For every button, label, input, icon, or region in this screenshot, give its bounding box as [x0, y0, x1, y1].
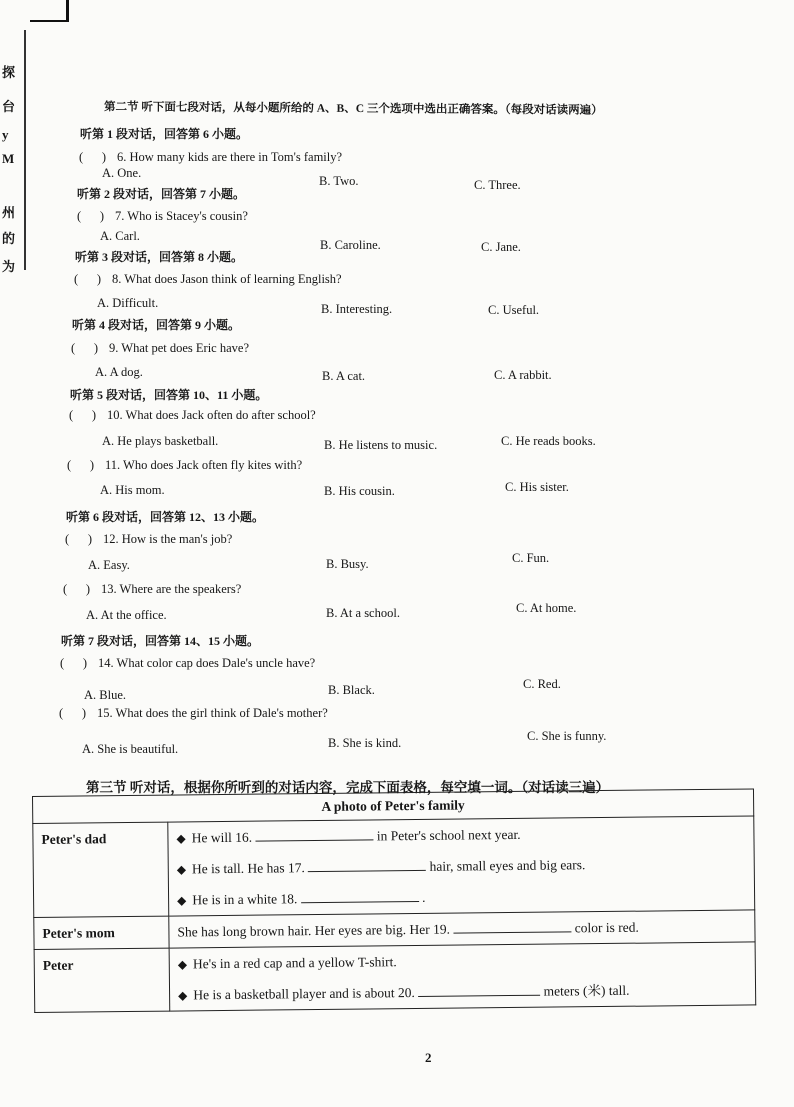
answer-parentheses[interactable]: ( ): [59, 706, 87, 720]
option-c: C. Jane.: [481, 240, 521, 254]
row-label: Peter's dad: [33, 822, 169, 917]
margin-fragment: 的: [2, 231, 16, 246]
fill-in-blank[interactable]: [301, 889, 419, 903]
question-line: [69, 408, 316, 423]
diamond-bullet-icon: ◆: [178, 988, 188, 1003]
option-c: C. A rabbit.: [494, 368, 552, 382]
section-three-header: 第三节 听对话，根据你所听到的对话内容，完成下面表格，每空填一词。（对话读三遍）: [86, 780, 610, 795]
listening-instruction: 听第 5 段对话，回答第 10、11 小题。: [70, 388, 268, 402]
question-text: 8. What does Jason think of learning English?: [112, 272, 342, 286]
option-b: B. His cousin.: [324, 484, 395, 498]
answer-parentheses[interactable]: ( ): [71, 341, 99, 355]
corner-crop-mark: [30, 0, 69, 22]
content-line: [178, 974, 747, 1011]
question-line: [65, 532, 232, 547]
margin-fragment: M: [2, 151, 15, 166]
question-line: [79, 150, 342, 165]
option-a: A. One.: [102, 166, 142, 180]
question-text: 10. What does Jack often do after school?: [107, 408, 316, 422]
option-a: A. Difficult.: [97, 296, 159, 310]
page-number: 2: [425, 1050, 432, 1065]
row-label: Peter: [34, 948, 170, 1012]
listening-instruction: 听第 4 段对话，回答第 9 小题。: [72, 318, 241, 332]
row-label: Peter's mom: [34, 916, 169, 949]
line-text-after: in Peter's school next year.: [376, 826, 521, 844]
question-text: 14. What color cap does Dale's uncle have?: [98, 656, 316, 670]
margin-fragment: 州: [2, 205, 16, 220]
listening-instruction: 听第 6 段对话，回答第 12、13 小题。: [66, 510, 265, 524]
question-text: 7. Who is Stacey's cousin?: [115, 209, 248, 223]
row-content: [169, 942, 756, 1011]
margin-fragment: 探: [2, 65, 16, 80]
row-content: [168, 816, 755, 916]
line-text: He is tall. He has 17.: [191, 860, 305, 877]
answer-parentheses[interactable]: ( ): [74, 272, 102, 286]
option-b: B. A cat.: [322, 369, 366, 383]
listening-instruction: 听第 7 段对话，回答第 14、15 小题。: [61, 634, 260, 648]
option-b: B. Interesting.: [321, 302, 393, 316]
fill-in-blank[interactable]: [418, 983, 540, 997]
line-text: She has long brown hair. Her eyes are big. Her 19.: [177, 921, 451, 940]
option-c: C. He reads books.: [501, 434, 596, 448]
question-text: 15. What does the girl think of Dale's mother?: [97, 706, 328, 720]
margin-fragment: y: [2, 127, 9, 142]
margin-fragment: 台: [2, 99, 16, 114]
section-two-header: 第二节 听下面七段对话，从每小题所给的 A、B、C 三个选项中选出正确答案。（每段对话读两遍）: [103, 101, 603, 117]
answer-parentheses[interactable]: ( ): [67, 458, 95, 472]
question-text: 11. Who does Jack often fly kites with?: [105, 458, 303, 472]
diamond-bullet-icon: ◆: [177, 893, 187, 908]
margin-fragment: 为: [2, 259, 16, 274]
option-b: B. He listens to music.: [324, 438, 438, 452]
table-row: [33, 816, 755, 918]
listening-instruction: 听第 1 段对话，回答第 6 小题。: [80, 127, 249, 141]
fill-in-blank[interactable]: [255, 827, 373, 841]
answer-parentheses[interactable]: ( ): [77, 209, 105, 223]
question-line: [74, 272, 342, 287]
table-title: A photo of Peter's family: [33, 789, 754, 824]
question-line: [77, 209, 248, 224]
option-c: C. At home.: [516, 601, 577, 615]
question-line: [60, 656, 315, 671]
option-b: B. She is kind.: [328, 736, 402, 750]
peter-family-table: [32, 788, 756, 1013]
option-a: A. Easy.: [88, 558, 130, 572]
question-text: 13. Where are the speakers?: [101, 582, 242, 596]
line-text-after: meters (米) tall.: [543, 982, 630, 999]
question-line: [71, 341, 249, 356]
question-line: [63, 582, 241, 597]
listening-instruction: 听第 3 段对话，回答第 8 小题。: [75, 250, 244, 264]
option-b: B. Caroline.: [320, 238, 381, 252]
option-c: C. Useful.: [488, 303, 540, 317]
option-b: B. At a school.: [326, 606, 400, 620]
answer-parentheses[interactable]: ( ): [79, 150, 107, 164]
option-c: C. His sister.: [505, 480, 569, 494]
answer-parentheses[interactable]: ( ): [69, 408, 97, 422]
diamond-bullet-icon: ◆: [177, 957, 188, 972]
option-a: A. His mom.: [100, 483, 165, 497]
line-text: He's in a red cap and a yellow T-shirt.: [192, 954, 397, 972]
line-text: He will 16.: [191, 829, 253, 846]
fill-in-blank[interactable]: [453, 919, 571, 933]
option-c: C. She is funny.: [527, 729, 607, 743]
option-c: C. Three.: [474, 178, 521, 192]
option-c: C. Fun.: [512, 551, 550, 565]
option-a: A. Carl.: [100, 229, 140, 243]
option-b: B. Black.: [328, 683, 375, 697]
question-line: [67, 458, 302, 473]
option-a: A. Blue.: [84, 688, 127, 702]
listening-instruction: 听第 2 段对话，回答第 7 小题。: [77, 187, 246, 201]
option-a: A. He plays basketball.: [102, 434, 219, 448]
line-text: He is in a white 18.: [192, 891, 298, 908]
answer-parentheses[interactable]: ( ): [63, 582, 91, 596]
question-text: 6. How many kids are there in Tom's family?: [117, 150, 343, 164]
option-c: C. Red.: [523, 677, 561, 691]
option-a: A. A dog.: [95, 365, 143, 379]
fill-in-blank[interactable]: [308, 858, 426, 872]
question-text: 12. How is the man's job?: [103, 532, 233, 546]
answer-parentheses[interactable]: ( ): [65, 532, 93, 546]
answer-parentheses[interactable]: ( ): [60, 656, 88, 670]
line-text-after: .: [421, 889, 426, 905]
option-b: B. Busy.: [326, 557, 369, 571]
question-line: [59, 706, 328, 721]
question-text: 9. What pet does Eric have?: [109, 341, 249, 355]
option-a: A. At the office.: [86, 608, 167, 622]
option-a: A. She is beautiful.: [82, 742, 179, 756]
line-text-after: hair, small eyes and big ears.: [429, 857, 586, 874]
binding-line: [24, 30, 26, 270]
line-text: He is a basketball player and is about 20.: [193, 985, 415, 1003]
table-row: [34, 942, 756, 1013]
diamond-bullet-icon: ◆: [176, 862, 187, 877]
line-text-after: color is red.: [574, 919, 639, 936]
diamond-bullet-icon: ◆: [176, 831, 186, 846]
option-b: B. Two.: [319, 174, 359, 188]
